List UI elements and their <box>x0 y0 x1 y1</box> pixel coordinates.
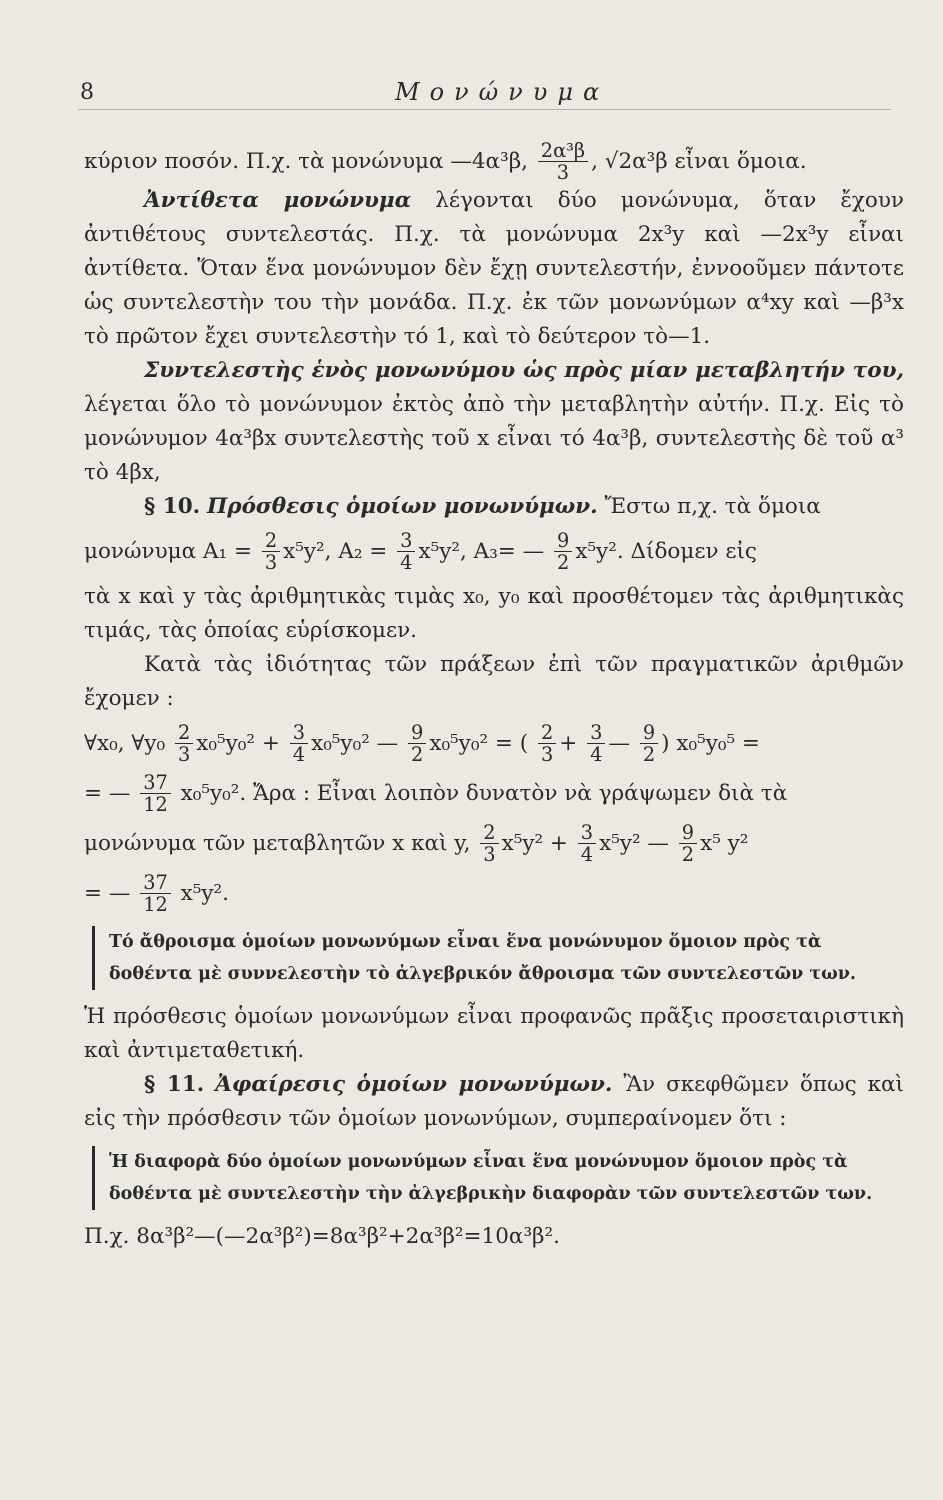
section-number: § 11. <box>144 1071 205 1097</box>
equation: μονώνυμα A₁ = $\frac{2}{3}$ x⁵y², A₂ = $\frac{3}{4}$ x⁵y², A₃= — $\frac{9}{2}$ x⁵y². Δίδομεν εἰς <box>84 528 757 575</box>
example-line: Π.χ. 8α³β²—(—2α³β²)=8α³β²+2α³β²=10α³β². <box>84 1223 560 1249</box>
equation: = — $\frac{37}{12}$ x₀⁵y₀². Ἄρα : Εἶναι λοιπὸν δυνατὸν νὰ γράψωμεν διὰ τὰ <box>84 770 788 817</box>
paragraph <box>84 184 904 354</box>
page-number: 8 <box>80 80 94 105</box>
paragraph-text: κύριον ποσόν. Π.χ. τὰ μονώνυμα —4α³β, <box>84 148 528 174</box>
term: Συντελεστὴς ἑνὸς μονωνύμου ὡς πρὸς μίαν μεταβλητήν του, <box>144 357 904 383</box>
paragraph: τὰ x καὶ y τὰς ἀριθμητικὰς τιμὰς x₀, y₀ καὶ προσθέτομεν τὰς ἀριθμητικὰς τιμάς, τὰς ὁποίας εὑρίσκομεν. <box>84 583 904 643</box>
page-body <box>84 140 904 1254</box>
paragraph-text: , √2α³β εἶναι ὅμοια. <box>591 148 807 174</box>
paragraph: Κατὰ τὰς ἰδιότητας τῶν πράξεων ἐπὶ τῶν πραγματικῶν ἀριθμῶν ἔχομεν : <box>84 651 904 711</box>
rule-box-subtraction: Ἡ διαφορὰ δύο ὁμοίων μονωνύμων εἶναι ἕνα μονώνυμον ὅμοιον πρὸς τὰ δοθέντα μὲ συντελεστὴν τὴν ἀλγεβρικὴν διαφορὰν τῶν συντελεστῶν των. <box>92 1146 904 1210</box>
running-title: Μονώνυμα <box>395 78 610 106</box>
term: Ἀντίθετα μονώνυμα <box>144 187 412 213</box>
equation: μονώνυμα τῶν μεταβλητῶν x καὶ y, $\frac{2}{3}$ x⁵y² + $\frac{3}{4}$ x⁵y² — $\frac{9}{2}$ x⁵ y² <box>84 820 749 867</box>
equation: ∀x₀, ∀y₀ $\frac{2}{3}$ x₀⁵y₀² + $\frac{3}{4}$ x₀⁵y₀² — $\frac{9}{2}$ x₀⁵y₀² = ( $\frac{2}{3}$ + $\frac{3}{4}$ — $\frac{9}{2}$ ) x₀⁵y₀⁵ = <box>84 720 760 767</box>
equation: = — $\frac{37}{12}$ x⁵y². <box>84 870 230 917</box>
section-number: § 10. <box>144 493 201 519</box>
rule-box-addition: Τό ἄθροισμα ὁμοίων μονωνύμων εἶναι ἕνα μονώνυμον ὅμοιον πρὸς τὰ δοθέντα μὲ συννελεστὴν τὸ ἀλγεβρικόν ἄθροισμα τῶν συντελεστῶν των. <box>92 926 904 990</box>
section-title: Ἀφαίρεσις ὁμοίων μονωνύμων. <box>215 1071 613 1097</box>
section-title: Πρόσθεσις ὁμοίων μονωνύμων. <box>206 493 598 519</box>
section-11-heading <box>84 1068 904 1136</box>
fraction: $\frac{\text{2α³β}}{3}$ <box>538 140 588 184</box>
paragraph: Ἡ πρόσθεσις ὁμοίων μονωνύμων εἶναι προφανῶς πρᾶξις προσεταιριστικὴ καὶ ἀντιμεταθετική. <box>84 1003 904 1063</box>
paragraph-text: λέγονται δύο μονώνυμα, ὅταν ἔχουν ἀντιθέτους συντελεστάς. Π.χ. τὰ μονώνυμα 2x³y καὶ —2x³y εἶναι ἀντίθετα. Ὅταν ἕνα μονώνυμον δὲν ἔχῃ συντελεστήν, ἐννοοῦμεν πάντοτε ὡς συντελεστὴν του τὴν μονάδα. Π.χ. ἐκ τῶν μονωνύμων α⁴xy καὶ —β³x τὸ πρῶτον ἔχει συντελεστὴν τό 1, καὶ τὸ δεύτερον τὸ—1. <box>84 187 904 349</box>
paragraph-text: Ἂν σκεφθῶμεν ὅπως καὶ εἰς τὴν πρόσθεσιν τῶν ὁμοίων μονωνύμων, συμπεραίνομεν ὅτι : <box>84 1071 904 1131</box>
paragraph-text: λέγεται ὅλο τὸ μονώνυμον ἐκτὸς ἀπὸ τὴν μεταβλητὴν αὐτήν. Π.χ. Εἰς τὸ μονώνυμον 4α³βx συντελεστὴς τοῦ x εἶναι τό 4α³β, συντελεστὴς δὲ τοῦ α³ τὸ 4βx, <box>84 391 904 485</box>
section-10-heading <box>84 490 904 524</box>
paragraph-text: Ἔστω π,χ. τὰ ὅμοια <box>597 493 821 519</box>
header-rule <box>78 109 891 110</box>
paragraph <box>84 140 904 184</box>
page-header <box>0 74 943 114</box>
paragraph <box>84 354 904 490</box>
